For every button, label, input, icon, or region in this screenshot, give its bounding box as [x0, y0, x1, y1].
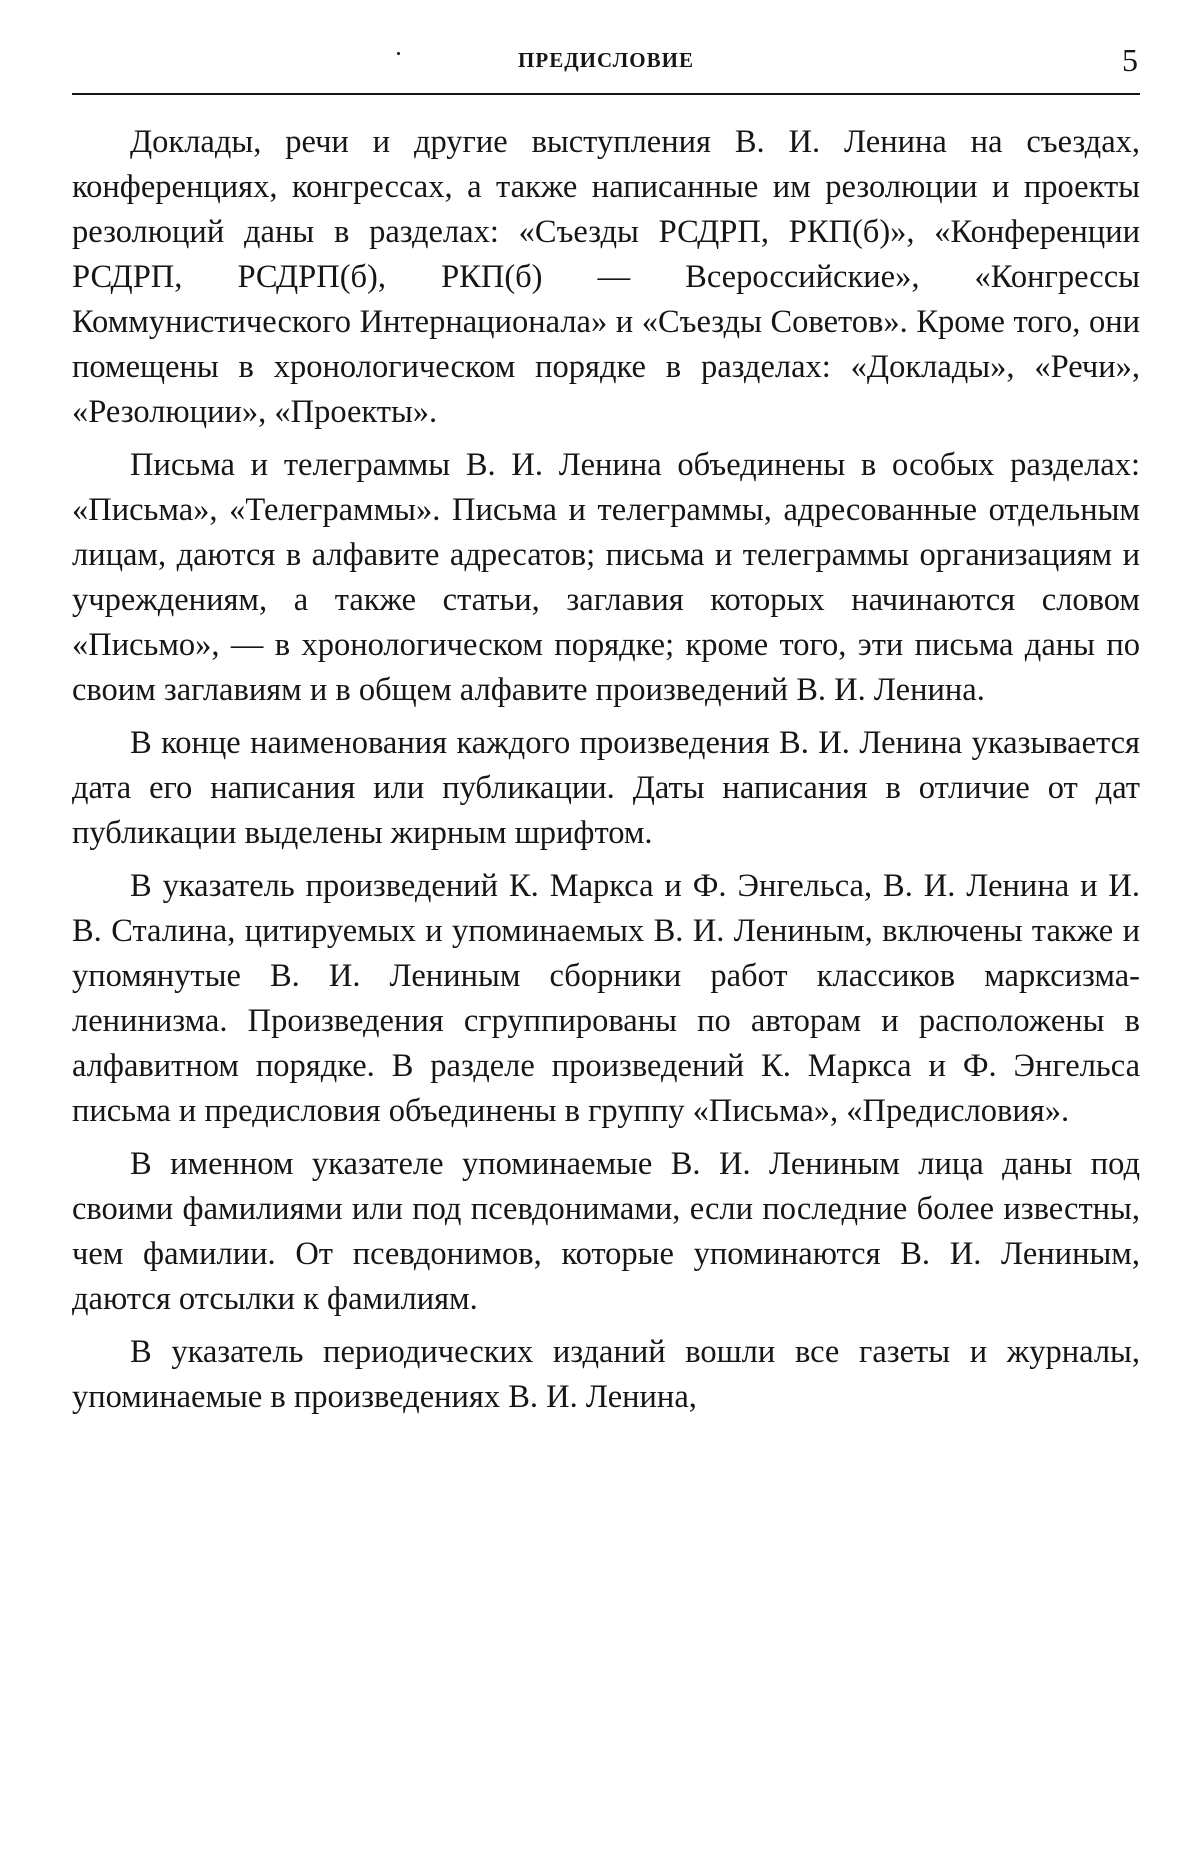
paragraph-works-index: В указатель произведений К. Маркса и Ф. Энгельса, В. И. Ленина и И. В. Сталина, цитируемых и упоминаемых В. И. Лениным, включены также и упомянутые В. И. Лениным сборники работ классиков марксизма-ленинизма. Произведения сгруппированы по авторам и расположены в алфавитном порядке. В разделе произведений К. Маркса и Ф. Энгельса письма и предисловия объединены в группу «Письма», «Предисловия». [72, 868, 1140, 1129]
paragraph-reports: Доклады, речи и другие выступления В. И. Ленина на съездах, конференциях, конгрессах, а также написанные им резолюции и проекты резолюций даны в разделах: «Съезды РСДРП, РКП(б)», «Конференции РСДРП, РСДРП(б), РКП(б) — Всероссийские», «Конгрессы Коммунистического Интернационала» и «Съезды Советов». Кроме того, они помещены в хронологическом порядке в разделах: «Доклады», «Речи», «Резолюции», «Проекты». [72, 124, 1140, 430]
paragraph-periodicals: В указатель периодических изданий вошли все газеты и журналы, упоминаемые в произведениях В. И. Ленина, [72, 1334, 1140, 1415]
page-number: 5 [1122, 42, 1138, 78]
header-title: ПРЕДИСЛОВИЕ [518, 48, 694, 72]
page-body [72, 120, 1140, 1428]
paragraph-dates: В конце наименования каждого произведения В. И. Ленина указывается дата его написания или публикации. Даты написания в отличие от дат публикации выделены жирным шрифтом. [72, 725, 1140, 851]
running-header [72, 40, 1140, 96]
paragraph-name-index: В именном указателе упоминаемые В. И. Лениным лица даны под своими фамилиями или под псевдонимами, если последние более известны, чем фамилии. От псевдонимов, которые упоминаются В. И. Лениным, даются отсылки к фамилиям. [72, 1146, 1140, 1317]
header-rule [72, 93, 1140, 95]
paragraph-letters: Письма и телеграммы В. И. Ленина объединены в особых разделах: «Письма», «Телеграммы». Письма и телеграммы, адресованные отдельным лицам, даются в алфавите адресатов; письма и телеграммы организациям и учреждениям, а также статьи, заглавия которых начинаются словом «Письмо», — в хронологическом порядке; кроме того, эти письма даны по своим заглавиям и в общем алфавите произведений В. И. Ленина. [72, 447, 1140, 708]
